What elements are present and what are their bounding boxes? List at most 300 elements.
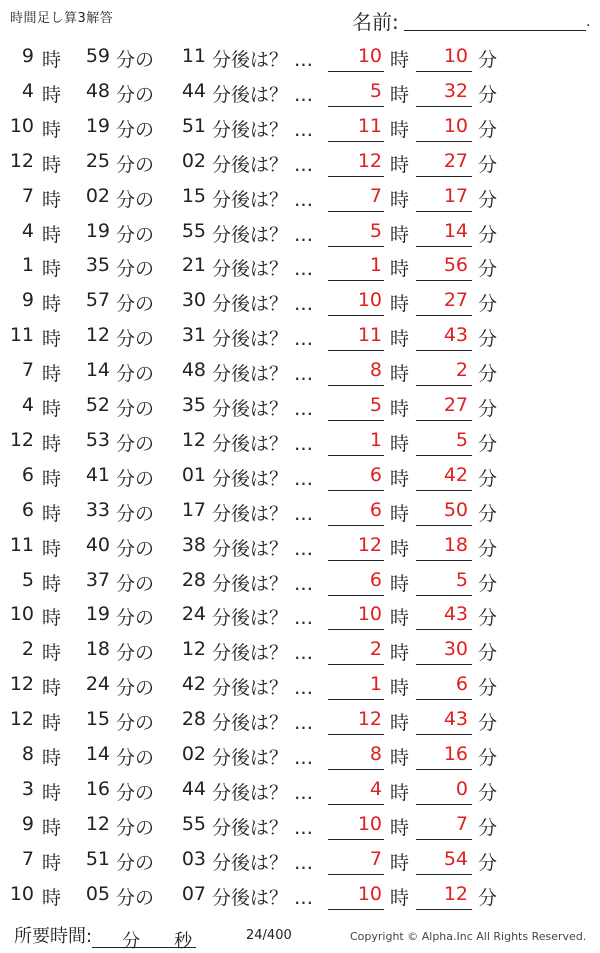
hour-label: 時 xyxy=(42,572,62,595)
answer-minute: 0 xyxy=(455,777,468,800)
minutes-later-label: 分後は？ … xyxy=(212,223,314,246)
answer-hour: 4 xyxy=(369,777,382,800)
start-minute: 16 xyxy=(85,777,110,800)
answer-hour-label: 時 xyxy=(390,781,410,804)
start-hour: 12 xyxy=(9,708,34,731)
minutes-later-label: 分後は？ … xyxy=(212,677,314,700)
hour-label: 時 xyxy=(42,467,62,490)
start-minute: 35 xyxy=(85,254,110,277)
answer-hour-line xyxy=(328,699,384,700)
answer-hour: 10 xyxy=(357,289,382,312)
added-minutes: 12 xyxy=(181,638,206,661)
added-minutes: 07 xyxy=(181,882,206,905)
hour-label: 時 xyxy=(42,607,62,630)
minute-of-label: 分の xyxy=(116,328,155,351)
answer-minute: 14 xyxy=(443,219,468,242)
answer-minute: 30 xyxy=(443,638,468,661)
page-number: 24/400 xyxy=(246,928,292,943)
answer-hour-label: 時 xyxy=(390,83,410,106)
answer-minute-line xyxy=(416,385,472,386)
added-minutes: 02 xyxy=(181,149,206,172)
start-hour: 7 xyxy=(21,359,34,382)
answer-minute: 6 xyxy=(455,673,468,696)
problem-row xyxy=(0,564,600,598)
start-hour: 6 xyxy=(21,463,34,486)
answer-hour: 10 xyxy=(357,882,382,905)
answer-hour: 5 xyxy=(369,79,382,102)
problem-row xyxy=(0,494,600,528)
start-hour: 11 xyxy=(9,324,34,347)
answer-minute: 56 xyxy=(443,254,468,277)
answer-minute-label: 分 xyxy=(478,712,498,735)
minutes-later-label: 分後は？ … xyxy=(212,537,314,560)
answer-hour: 12 xyxy=(357,149,382,172)
answer-minute: 43 xyxy=(443,324,468,347)
start-hour: 2 xyxy=(21,638,34,661)
problem-row xyxy=(0,389,600,423)
minutes-later-label: 分後は？ … xyxy=(212,781,314,804)
minutes-later-label: 分後は？ … xyxy=(212,467,314,490)
answer-hour-line xyxy=(328,560,384,561)
answer-minute-line xyxy=(416,874,472,875)
hour-label: 時 xyxy=(42,712,62,735)
answer-hour-line xyxy=(328,769,384,770)
problem-row xyxy=(0,215,600,249)
start-hour: 12 xyxy=(9,428,34,451)
minute-of-label: 分の xyxy=(116,223,155,246)
minute-of-label: 分の xyxy=(116,118,155,141)
minutes-later-label: 分後は？ … xyxy=(212,153,314,176)
start-hour: 6 xyxy=(21,498,34,521)
worksheet-title: 時間足し算3解答 xyxy=(10,11,114,26)
start-minute: 41 xyxy=(85,463,110,486)
problem-row xyxy=(0,180,600,214)
answer-minute: 10 xyxy=(443,45,468,67)
minute-of-label: 分の xyxy=(116,293,155,316)
minute-of-label: 分の xyxy=(116,712,155,735)
answer-hour-line xyxy=(328,664,384,665)
minute-of-label: 分の xyxy=(116,816,155,839)
start-minute: 19 xyxy=(85,114,110,137)
answer-minute-label: 分 xyxy=(478,49,498,71)
minutes-later-label: 分後は？ … xyxy=(212,83,314,106)
answer-hour: 7 xyxy=(369,184,382,207)
answer-minute-label: 分 xyxy=(478,258,498,281)
minutes-later-label: 分後は？ … xyxy=(212,642,314,665)
minutes-later-label: 分後は？ … xyxy=(212,607,314,630)
problem-row xyxy=(0,110,600,144)
answer-minute: 5 xyxy=(455,568,468,591)
answer-minute-line xyxy=(416,420,472,421)
minutes-later-label: 分後は？ … xyxy=(212,258,314,281)
minute-of-label: 分の xyxy=(116,851,155,874)
answer-minute: 10 xyxy=(443,114,468,137)
hour-label: 時 xyxy=(42,363,62,386)
answer-minute-line xyxy=(416,560,472,561)
answer-hour-label: 時 xyxy=(390,432,410,455)
minutes-later-label: 分後は？ … xyxy=(212,363,314,386)
minute-of-label: 分の xyxy=(116,502,155,525)
minute-of-label: 分の xyxy=(116,467,155,490)
answer-minute: 32 xyxy=(443,79,468,102)
minutes-later-label: 分後は？ … xyxy=(212,572,314,595)
answer-minute-line xyxy=(416,839,472,840)
answer-minute: 43 xyxy=(443,603,468,626)
hour-label: 時 xyxy=(42,118,62,141)
start-minute: 51 xyxy=(85,847,110,870)
answer-hour-label: 時 xyxy=(390,851,410,874)
answer-hour: 5 xyxy=(369,219,382,242)
answer-minute: 16 xyxy=(443,743,468,765)
answer-hour-line xyxy=(328,629,384,630)
answer-hour: 10 xyxy=(357,45,382,67)
answer-minute: 42 xyxy=(443,463,468,486)
problem-row xyxy=(0,598,600,632)
start-minute: 59 xyxy=(85,45,110,67)
answer-minute: 27 xyxy=(443,289,468,312)
minute-of-label: 分の xyxy=(116,781,155,804)
answer-hour-label: 時 xyxy=(390,886,410,909)
answer-hour-line xyxy=(328,280,384,281)
start-hour: 10 xyxy=(9,603,34,626)
answer-minute-label: 分 xyxy=(478,398,498,420)
start-minute: 05 xyxy=(85,882,110,905)
answer-minute-label: 分 xyxy=(478,502,498,525)
answer-minute-label: 分 xyxy=(478,747,498,769)
added-minutes: 55 xyxy=(181,219,206,242)
answer-minute-label: 分 xyxy=(478,188,498,211)
answer-hour: 11 xyxy=(357,324,382,347)
answer-minute: 2 xyxy=(455,359,468,382)
answer-minute: 54 xyxy=(443,847,468,870)
hour-label: 時 xyxy=(42,83,62,106)
problem-row xyxy=(0,703,600,737)
start-minute: 40 xyxy=(85,533,110,556)
answer-hour: 5 xyxy=(369,394,382,416)
start-minute: 19 xyxy=(85,219,110,242)
answer-minute-line xyxy=(416,490,472,491)
hour-label: 時 xyxy=(42,851,62,874)
minute-of-label: 分の xyxy=(116,572,155,595)
answer-minute-label: 分 xyxy=(478,851,498,874)
added-minutes: 35 xyxy=(181,394,206,416)
answer-hour-line xyxy=(328,909,384,910)
minutes-later-label: 分後は？ … xyxy=(212,432,314,455)
answer-minute-line xyxy=(416,106,472,107)
added-minutes: 31 xyxy=(181,324,206,347)
added-minutes: 28 xyxy=(181,708,206,731)
answer-hour-line xyxy=(328,141,384,142)
answer-minute: 18 xyxy=(443,533,468,556)
minute-of-label: 分の xyxy=(116,258,155,281)
minute-of-label: 分の xyxy=(116,677,155,700)
answer-hour-line xyxy=(328,525,384,526)
minutes-later-label: 分後は？ … xyxy=(212,502,314,525)
added-minutes: 48 xyxy=(181,359,206,382)
minute-of-label: 分の xyxy=(116,49,155,71)
minutes-later-label: 分後は？ … xyxy=(212,398,314,420)
minutes-later-label: 分後は？ … xyxy=(212,886,314,909)
answer-hour-label: 時 xyxy=(390,467,410,490)
start-hour: 10 xyxy=(9,114,34,137)
answer-minute-label: 分 xyxy=(478,328,498,351)
answer-hour: 12 xyxy=(357,533,382,556)
answer-hour-line xyxy=(328,595,384,596)
answer-hour-line xyxy=(328,385,384,386)
answer-hour-line xyxy=(328,211,384,212)
start-hour: 7 xyxy=(21,847,34,870)
start-hour: 4 xyxy=(21,394,34,416)
answer-hour-label: 時 xyxy=(390,747,410,769)
answer-minute-label: 分 xyxy=(478,363,498,386)
answer-minute-line xyxy=(416,769,472,770)
answer-hour: 1 xyxy=(369,673,382,696)
answer-hour-label: 時 xyxy=(390,537,410,560)
added-minutes: 55 xyxy=(181,812,206,835)
answer-hour-label: 時 xyxy=(390,49,410,71)
minutes-later-label: 分後は？ … xyxy=(212,816,314,839)
answer-minute-line xyxy=(416,71,472,72)
hour-label: 時 xyxy=(42,153,62,176)
answer-hour-line xyxy=(328,874,384,875)
hour-label: 時 xyxy=(42,537,62,560)
start-minute: 12 xyxy=(85,324,110,347)
start-hour: 9 xyxy=(21,45,34,67)
start-minute: 53 xyxy=(85,428,110,451)
answer-minute-label: 分 xyxy=(478,293,498,316)
name-end-mark: . xyxy=(586,14,591,30)
start-hour: 3 xyxy=(21,777,34,800)
added-minutes: 15 xyxy=(181,184,206,207)
start-hour: 7 xyxy=(21,184,34,207)
start-minute: 33 xyxy=(85,498,110,521)
problem-row xyxy=(0,40,600,74)
answer-hour-line xyxy=(328,420,384,421)
answer-minute-label: 分 xyxy=(478,537,498,560)
answer-hour: 8 xyxy=(369,743,382,765)
answer-minute-line xyxy=(416,141,472,142)
time-taken-blank xyxy=(92,927,196,952)
problem-row xyxy=(0,75,600,109)
answer-minute-line xyxy=(416,176,472,177)
answer-hour-label: 時 xyxy=(390,363,410,386)
answer-minute-label: 分 xyxy=(478,816,498,839)
problem-row xyxy=(0,843,600,877)
answer-minute-label: 分 xyxy=(478,886,498,909)
start-hour: 1 xyxy=(21,254,34,277)
start-minute: 18 xyxy=(85,638,110,661)
hour-label: 時 xyxy=(42,328,62,351)
answer-minute: 43 xyxy=(443,708,468,731)
answer-minute-line xyxy=(416,734,472,735)
minutes-later-label: 分後は？ … xyxy=(212,747,314,769)
minutes-later-label: 分後は？ … xyxy=(212,293,314,316)
answer-minute-line xyxy=(416,804,472,805)
problem-row xyxy=(0,668,600,702)
answer-minute-label: 分 xyxy=(478,642,498,665)
answer-minute-line xyxy=(416,664,472,665)
answer-minute-line xyxy=(416,211,472,212)
added-minutes: 30 xyxy=(181,289,206,312)
answer-hour: 6 xyxy=(369,463,382,486)
start-minute: 24 xyxy=(85,673,110,696)
answer-minute: 7 xyxy=(455,812,468,835)
answer-hour-line xyxy=(328,315,384,316)
minutes-later-label: 分後は？ … xyxy=(212,188,314,211)
answer-hour-label: 時 xyxy=(390,607,410,630)
answer-minute: 27 xyxy=(443,394,468,416)
minutes-later-label: 分後は？ … xyxy=(212,118,314,141)
start-minute: 02 xyxy=(85,184,110,207)
answer-hour-line xyxy=(328,490,384,491)
minute-of-label: 分の xyxy=(116,642,155,665)
hour-label: 時 xyxy=(42,258,62,281)
problem-row xyxy=(0,249,600,283)
start-hour: 12 xyxy=(9,673,34,696)
answer-hour-label: 時 xyxy=(390,816,410,839)
problem-row xyxy=(0,738,600,772)
start-minute: 19 xyxy=(85,603,110,626)
added-minutes: 03 xyxy=(181,847,206,870)
added-minutes: 42 xyxy=(181,673,206,696)
start-hour: 4 xyxy=(21,219,34,242)
added-minutes: 21 xyxy=(181,254,206,277)
minute-of-label: 分の xyxy=(116,607,155,630)
hour-label: 時 xyxy=(42,642,62,665)
answer-minute-label: 分 xyxy=(478,781,498,804)
start-hour: 4 xyxy=(21,79,34,102)
problem-row xyxy=(0,424,600,458)
answer-hour-label: 時 xyxy=(390,642,410,665)
answer-minute: 12 xyxy=(443,882,468,905)
minutes-later-label: 分後は？ … xyxy=(212,49,314,71)
answer-minute: 5 xyxy=(455,428,468,451)
minute-unit: 分 xyxy=(122,931,141,952)
minute-of-label: 分の xyxy=(116,432,155,455)
hour-label: 時 xyxy=(42,677,62,700)
start-hour: 8 xyxy=(21,743,34,765)
answer-hour-label: 時 xyxy=(390,153,410,176)
hour-label: 時 xyxy=(42,293,62,316)
start-hour: 9 xyxy=(21,289,34,312)
start-hour: 12 xyxy=(9,149,34,172)
minutes-later-label: 分後は？ … xyxy=(212,328,314,351)
start-minute: 14 xyxy=(85,743,110,765)
minute-of-label: 分の xyxy=(116,886,155,909)
added-minutes: 17 xyxy=(181,498,206,521)
answer-hour-label: 時 xyxy=(390,328,410,351)
problem-row xyxy=(0,529,600,563)
answer-minute-line xyxy=(416,595,472,596)
answer-minute-line xyxy=(416,280,472,281)
hour-label: 時 xyxy=(42,398,62,420)
answer-hour-line xyxy=(328,455,384,456)
minutes-later-label: 分後は？ … xyxy=(212,851,314,874)
minute-of-label: 分の xyxy=(116,747,155,769)
answer-minute-label: 分 xyxy=(478,467,498,490)
answer-hour: 1 xyxy=(369,428,382,451)
answer-hour: 10 xyxy=(357,812,382,835)
answer-minute-label: 分 xyxy=(478,572,498,595)
added-minutes: 24 xyxy=(181,603,206,626)
answer-hour-label: 時 xyxy=(390,712,410,735)
problem-row xyxy=(0,459,600,493)
answer-minute: 17 xyxy=(443,184,468,207)
answer-minute-label: 分 xyxy=(478,153,498,176)
start-minute: 15 xyxy=(85,708,110,731)
answer-hour-label: 時 xyxy=(390,572,410,595)
answer-minute-line xyxy=(416,699,472,700)
answer-hour: 1 xyxy=(369,254,382,277)
problem-row xyxy=(0,633,600,667)
added-minutes: 38 xyxy=(181,533,206,556)
hour-label: 時 xyxy=(42,816,62,839)
start-hour: 10 xyxy=(9,882,34,905)
answer-hour-line xyxy=(328,71,384,72)
added-minutes: 02 xyxy=(181,743,206,765)
problem-row xyxy=(0,878,600,912)
answer-hour: 12 xyxy=(357,708,382,731)
added-minutes: 44 xyxy=(181,79,206,102)
answer-minute: 27 xyxy=(443,149,468,172)
name-label: 名前: xyxy=(352,10,399,34)
answer-hour-label: 時 xyxy=(390,188,410,211)
answer-minute-label: 分 xyxy=(478,677,498,700)
start-minute: 37 xyxy=(85,568,110,591)
problem-row xyxy=(0,284,600,318)
start-hour: 11 xyxy=(9,533,34,556)
answer-minute-line xyxy=(416,525,472,526)
start-hour: 9 xyxy=(21,812,34,835)
answer-minute: 50 xyxy=(443,498,468,521)
name-blank-line xyxy=(404,30,586,31)
answer-minute-line xyxy=(416,246,472,247)
start-minute: 12 xyxy=(85,812,110,835)
added-minutes: 51 xyxy=(181,114,206,137)
problem-row xyxy=(0,319,600,353)
start-minute: 25 xyxy=(85,149,110,172)
added-minutes: 12 xyxy=(181,428,206,451)
second-unit: 秒 xyxy=(174,931,193,952)
answer-hour-label: 時 xyxy=(390,677,410,700)
start-minute: 57 xyxy=(85,289,110,312)
answer-minute-line xyxy=(416,455,472,456)
answer-hour: 2 xyxy=(369,638,382,661)
answer-minute-label: 分 xyxy=(478,83,498,106)
answer-hour: 10 xyxy=(357,603,382,626)
start-minute: 48 xyxy=(85,79,110,102)
hour-label: 時 xyxy=(42,781,62,804)
answer-hour-label: 時 xyxy=(390,502,410,525)
answer-hour-line xyxy=(328,734,384,735)
added-minutes: 44 xyxy=(181,777,206,800)
answer-hour-line xyxy=(328,839,384,840)
minute-of-label: 分の xyxy=(116,363,155,386)
problem-row xyxy=(0,808,600,842)
minutes-later-label: 分後は？ … xyxy=(212,712,314,735)
minute-of-label: 分の xyxy=(116,398,155,420)
answer-hour: 8 xyxy=(369,359,382,382)
answer-hour: 11 xyxy=(357,114,382,137)
minute-of-label: 分の xyxy=(116,537,155,560)
answer-minute-label: 分 xyxy=(478,223,498,246)
name-field xyxy=(352,6,592,34)
start-hour: 5 xyxy=(21,568,34,591)
hour-label: 時 xyxy=(42,188,62,211)
hour-label: 時 xyxy=(42,432,62,455)
minute-of-label: 分の xyxy=(116,188,155,211)
answer-minute-label: 分 xyxy=(478,118,498,141)
